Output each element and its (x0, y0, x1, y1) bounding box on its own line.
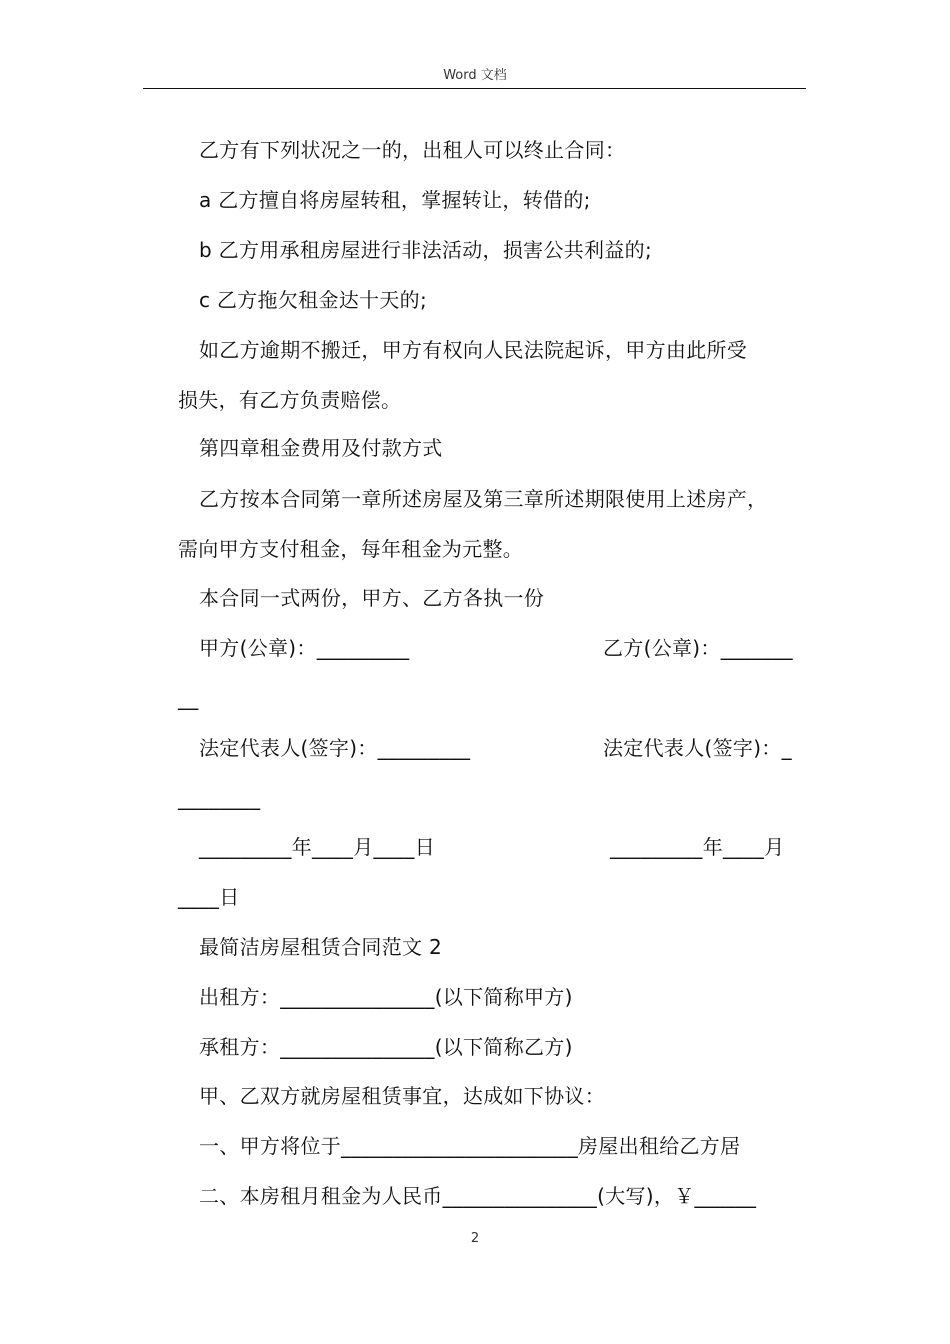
text-line: 需向甲方支付租金，每年租金为元整。 (178, 537, 524, 561)
section-heading: 第四章租金费用及付款方式 (199, 436, 443, 460)
party-b-date: _________年____月 (610, 835, 785, 859)
party-a-representative: 法定代表人(签字)：_________ (199, 736, 471, 760)
text-line: c 乙方拖欠租金达十天的; (199, 288, 427, 312)
text-line: 承租方：_______________(以下简称乙方) (199, 1035, 573, 1059)
text-line: 乙方按本合同第一章所述房屋及第三章所述期限使用上述房产， (199, 487, 768, 511)
party-a-seal: 甲方(公章)：_________ (199, 636, 410, 660)
party-b-representative: 法定代表人(签字)：_ (603, 736, 792, 760)
page-header: Word 文档 (443, 68, 507, 83)
text-line: 乙方有下列状况之一的，出租人可以终止合同： (199, 138, 626, 162)
party-b-seal: 乙方(公章)：_______ (603, 636, 793, 660)
text-line: 一、甲方将位于_______________________房屋出租给乙方居 (199, 1134, 741, 1158)
text-line: 甲、乙双方就房屋租赁事宜，达成如下协议： (199, 1084, 605, 1108)
header-rule (143, 88, 806, 89)
text-line: a 乙方擅自将房屋转租，掌握转让，转借的; (199, 188, 591, 212)
text-line: 二、本房租月租金为人民币_______________(大写)，￥______ (199, 1184, 757, 1208)
text-line: b 乙方用承租房屋进行非法活动，损害公共利益的; (199, 238, 652, 262)
text-line: ________ (178, 786, 261, 810)
text-line: __ (178, 686, 199, 710)
text-line: ____日 (178, 885, 240, 909)
text-line: 如乙方逾期不搬迁，甲方有权向人民法院起诉，甲方由此所受 (199, 338, 748, 362)
text-line: 出租方：_______________(以下简称甲方) (199, 985, 573, 1009)
page-number: 2 (470, 1231, 480, 1246)
party-a-date: _________年____月____日 (199, 835, 435, 859)
section-heading: 最简洁房屋租赁合同范文 2 (199, 935, 442, 959)
text-line: 损失，有乙方负责赔偿。 (178, 388, 402, 412)
text-line: 本合同一式两份，甲方、乙方各执一份 (199, 586, 545, 610)
